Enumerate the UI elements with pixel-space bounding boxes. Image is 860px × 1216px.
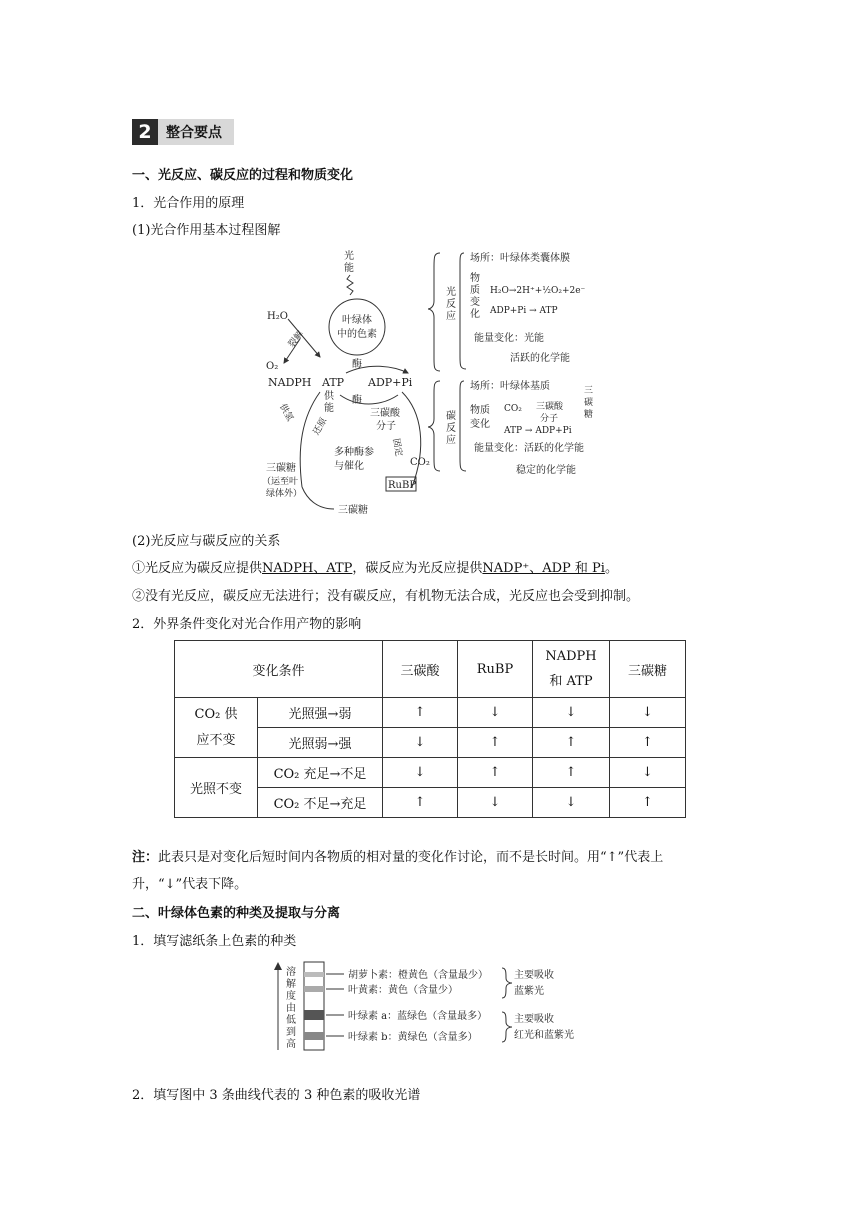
section2-heading: 二、叶绿体色素的种类及提取与分离 [132,906,341,921]
absorb-2b: 红光和蓝紫光 [514,1030,574,1041]
h2o-label: H₂O [267,311,288,322]
pigment-circle [329,299,385,355]
row-cond: CO₂ 不足→充足 [258,788,383,818]
cell: ↑ [458,758,533,788]
multi-enzyme-2: 与催化 [334,461,364,472]
supply-energy-1: 供 [324,391,334,402]
cell: ↓ [383,758,458,788]
cycle-left-arc [300,392,320,487]
lr-energy1: 能量变化：光能 [474,333,544,344]
cycle-bottom-arc [302,487,334,509]
pigment-strip-diagram [270,958,590,1054]
carotene-label: 胡萝卜素：橙黄色（含量最少） [348,970,488,981]
lr-eq2: ADP+Pi → ATP [490,306,558,316]
relation-2: ②没有光反应，碳反应无法进行；没有碳反应，有机物无法合成，光反应也会受到抑制。 [132,589,640,604]
row-cond: CO₂ 充足→不足 [258,758,383,788]
atp-use-arc [340,395,398,404]
lr-energy2: 活跃的化学能 [510,353,570,364]
supply-hydrogen-label: 供氢 [277,402,295,424]
relation-1: ①光反应为碳反应提供NADPH、ATP，碳反应为光反应提供NADP⁺、ADP 和 Pi。 [132,561,618,576]
item-1: 1．光合作用的原理 [132,196,245,211]
multi-enzyme-1: 多种酶参 [334,447,374,458]
note-line-1: 注：此表只是对变化后短时间内各物质的相对量的变化作讨论，而不是长时间。用“↑”代表上 [132,850,664,865]
badge-label: 整合要点 [158,119,234,145]
chla-label: 叶绿素 a：蓝绿色（含量最多） [348,1011,488,1022]
lr-inner-brace [460,253,466,369]
lr-matter-4: 化 [470,309,480,320]
cell: ↓ [533,698,610,728]
section-badge [132,119,234,145]
dr-matter-1: 物质 [470,405,490,416]
dr-eq1d-3: 糖 [584,410,594,420]
dr-inner-brace [460,381,466,471]
lr-2: 反 [446,299,456,310]
header-c2: RuBP [458,641,533,698]
svg-text:度: 度 [286,991,296,1002]
dr-eq2: ATP → ADP+Pi [504,426,572,436]
adppi-label: ADP+Pi [368,376,413,389]
cell: ↓ [533,788,610,818]
dr-eq1a: CO₂ [504,404,522,414]
condition-table [174,640,686,818]
atp-label: ATP [322,376,345,389]
solubility-axis-text [286,965,296,1050]
badge-number: 2 [132,119,158,145]
arrowhead [274,962,282,970]
band-chla [304,1010,324,1020]
cycle-right-arc [402,392,421,487]
svg-text:解: 解 [286,979,296,990]
enzyme-label-1: 酶 [352,359,362,370]
supply-energy-2: 能 [324,403,334,414]
xanthophyll-label: 叶黄素：黄色（含量少） [348,985,458,996]
group2-cell: 光照不变 [175,758,258,818]
photosynthesis-diagram [262,247,602,520]
lr-place: 场所：叶绿体类囊体膜 [470,253,570,264]
pigment-label-2: 中的色素 [337,329,377,340]
cell: ↓ [610,758,686,788]
three-c-acid-label-2: 分子 [376,421,396,432]
dr-2: 反 [446,423,456,434]
pigment-label-1: 叶绿体 [342,315,372,326]
table-row [175,698,686,728]
header-cond: 变化条件 [175,641,383,698]
brace-2 [502,1012,512,1042]
table-row [175,758,686,788]
lr-matter-2: 质 [470,285,480,296]
band-chlb [304,1032,324,1040]
cell: ↑ [610,788,686,818]
dr-energy1: 能量变化：活跃的化学能 [474,443,584,454]
svg-text:由: 由 [286,1003,296,1014]
reduce-label: 还原 [311,416,330,437]
row-cond: 光照弱→强 [258,728,383,758]
group1-cell: CO₂ 供 应不变 [175,698,258,758]
item-2: 2．外界条件变化对光合作用产物的影响 [132,617,362,632]
item-2-1: 1．填写滤纸条上色素的种类 [132,934,297,949]
band-carotene [304,972,324,977]
header-c1: 三碳酸 [383,641,458,698]
header-c4: 三碳糖 [610,641,686,698]
chlb-label: 叶绿素 b：黄绿色（含量多） [348,1032,478,1043]
cell: ↑ [533,758,610,788]
dr-eq1b: 三碳酸 [536,402,564,412]
triose-label-2: （运至叶 [262,477,299,487]
cell: ↑ [610,728,686,758]
table-header-row [175,641,686,698]
lr-3: 应 [446,311,456,322]
light-label-1: 光 [344,251,354,262]
dr-eq1c: 分子 [540,414,559,424]
row-cond: 光照强→弱 [258,698,383,728]
svg-text:低: 低 [286,1015,296,1026]
triose-label-3: 绿体外） [266,489,303,499]
nadph-label: NADPH [268,376,312,389]
note-line-2: 升，“↓”代表下降。 [132,877,248,892]
sub-2: (2)光反应与碳反应的关系 [132,534,281,549]
triose-label-1: 三碳糖 [266,463,296,474]
lr-eq1: H₂O→2H⁺+½O₂+2e⁻ [490,286,586,296]
split-label: 裂解 [286,329,307,350]
dr-place: 场所：叶绿体基质 [470,381,550,392]
svg-text:溶: 溶 [286,967,296,978]
lr-1: 光 [446,287,456,298]
lr-matter-1: 物 [470,273,480,284]
dr-3: 应 [446,435,456,446]
item-2-2: 2．填写图中 3 条曲线代表的 3 种色素的吸收光谱 [132,1088,421,1103]
o2-label: O₂ [266,361,279,372]
absorb-1a: 主要吸收 [514,970,554,981]
dr-eq1d-1: 三 [584,386,594,396]
light-zigzag [347,275,353,295]
cell: ↑ [383,788,458,818]
dr-1: 碳 [446,411,456,422]
dr-energy2: 稳定的化学能 [516,465,576,476]
header-c3: NADPH 和 ATP [533,641,610,698]
section1-heading: 一、光反应、碳反应的过程和物质变化 [132,168,354,183]
dr-matter-2: 变化 [470,419,490,430]
cell: ↑ [383,698,458,728]
dr-eq1d-2: 碳 [584,398,594,408]
three-c-acid-label-1: 三碳酸 [370,408,400,419]
triose-bottom: 三碳糖 [338,505,368,516]
cell: ↓ [458,788,533,818]
brace-1 [502,968,512,998]
enzyme-label-2: 酶 [352,395,362,406]
cell: ↓ [610,698,686,728]
cell: ↓ [383,728,458,758]
light-label-2: 能 [344,263,354,274]
cell: ↑ [458,728,533,758]
svg-text:高: 高 [286,1039,296,1050]
absorb-1b: 蓝紫光 [514,986,544,997]
fix-label: 固定 [390,437,404,458]
band-xanthophyll [304,986,324,992]
co2-label: CO₂ [410,457,430,468]
lr-matter-3: 变 [470,297,480,308]
sub-1: (1)光合作用基本过程图解 [132,223,281,238]
svg-text:到: 到 [286,1027,296,1038]
cell: ↑ [533,728,610,758]
rubp-label: RuBP [388,480,417,491]
light-brace [428,253,440,371]
cell: ↓ [458,698,533,728]
absorb-2a: 主要吸收 [514,1014,554,1025]
